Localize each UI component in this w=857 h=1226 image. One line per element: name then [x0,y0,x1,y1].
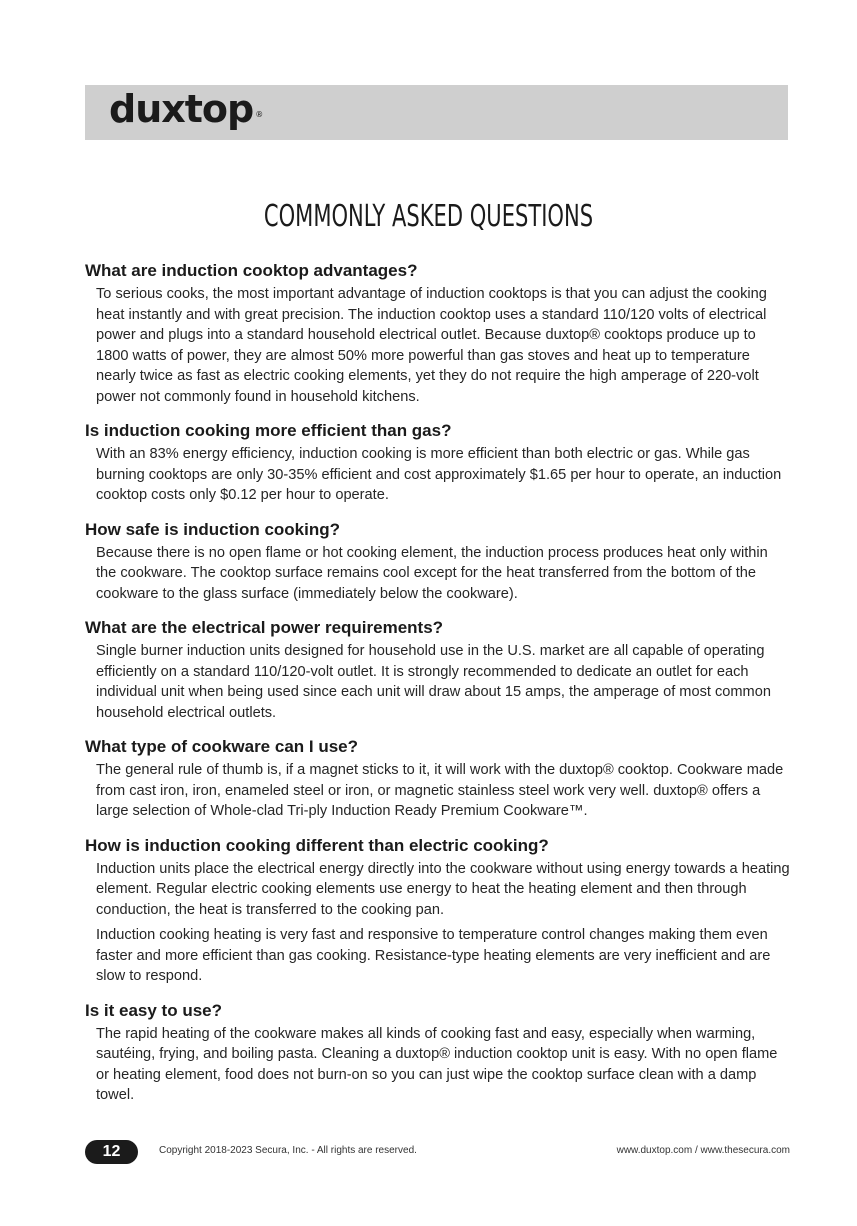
faq-answer: Induction cooking heating is very fast and responsive to temperature control changes making them even faster and more efficient than gas cooking. Resistance-type heating elements are very inefficient and are slow to respond. [96,927,771,984]
faq-item [85,419,790,506]
duxtop-logo [109,89,262,129]
faq-answer: With an 83% energy efficiency, induction cooking is more efficient than both electric or gas. While gas burning cooktops are only 30-35% efficient and cost approximately $1.65 per hour to operate, an induction cooktop costs only $0.12 per hour to operate. [96,446,782,503]
faq-question: What type of cookware can I use? [85,737,359,756]
faq-question: What are induction cooktop advantages? [85,261,418,280]
faq-item [85,259,790,407]
faq-answer: Single burner induction units designed for household use in the U.S. market are all capable of operating efficiently on a standard 110/120-volt outlet. It is strongly recommended to dedicate an outlet for each individual unit when being used since each unit will draw about 15 amps, the amperage of most common household electrical outlets. [96,643,771,721]
page-footer [85,1140,790,1164]
registered-mark: ® [255,110,263,119]
logo-text: duxtop [109,87,254,131]
faq-list [85,259,790,1118]
faq-answer: Because there is no open flame or hot cooking element, the induction process produces heat only within the cookware. The cooktop surface remains cool except for the heat transferred from the bottom of the cookware to the glass surface (immediately below the cookware). [96,544,768,602]
faq-item [85,834,790,987]
faq-answer: To serious cooks, the most important advantage of induction cooktops is that you can adjust the cooking heat instantly and with great precision. The induction cooktop uses a standard 110/120 volts of electrical power and plugs into a standard household electrical outlet. Because duxtop® cooktops produce up to 1800 watts of power, they are almost 50% more powerful than gas stoves and heat up to temperature nearly twice as fast as electric cooking elements, yet they do not require the high amperage of 220-volt power not commonly found in household kitchens. [96,286,767,405]
header-band [85,85,788,140]
faq-question: Is it easy to use? [85,1000,222,1020]
faq-item [85,518,790,605]
faq-question: How is induction cooking different than electric cooking? [85,835,549,855]
faq-item [85,616,790,723]
page-number-badge: 12 [85,1140,138,1164]
faq-question: Is induction cooking more efficient than gas? [85,421,452,440]
page-title: COMMONLY ASKED QUESTIONS [263,199,594,234]
copyright-text: Copyright 2018-2023 Secura, Inc. - All rights are reserved. [159,1145,417,1156]
faq-item [85,735,790,822]
faq-answer: The rapid heating of the cookware makes all kinds of cooking fast and easy, especially when warming, sautéing, frying, and boiling pasta. Cleaning a duxtop® induction cooktop unit is easy. With no open flame or heating element, food does not burn-on so you can just wipe the cooktop surface clean with a damp towel. [96,1025,778,1103]
faq-answer: Induction units place the electrical energy directly into the cookware without using energy towards a heating element. Regular electric cooking elements use energy to heat the heating element and then through conduction, the heat is transferred to the cooking pan. [96,860,790,918]
website-text: www.duxtop.com / www.thesecura.com [616,1145,790,1156]
faq-item [85,999,790,1106]
faq-question: What are the electrical power requirements? [85,618,444,637]
faq-answer: The general rule of thumb is, if a magnet sticks to it, it will work with the duxtop® cooktop. Cookware made from cast iron, iron, enameled steel or iron, or magnetic stainless steel work very well. duxtop® offers a large selection of Whole-clad Tri-ply Induction Ready Premium Cookware™. [96,762,784,819]
faq-question: How safe is induction cooking? [85,519,341,539]
